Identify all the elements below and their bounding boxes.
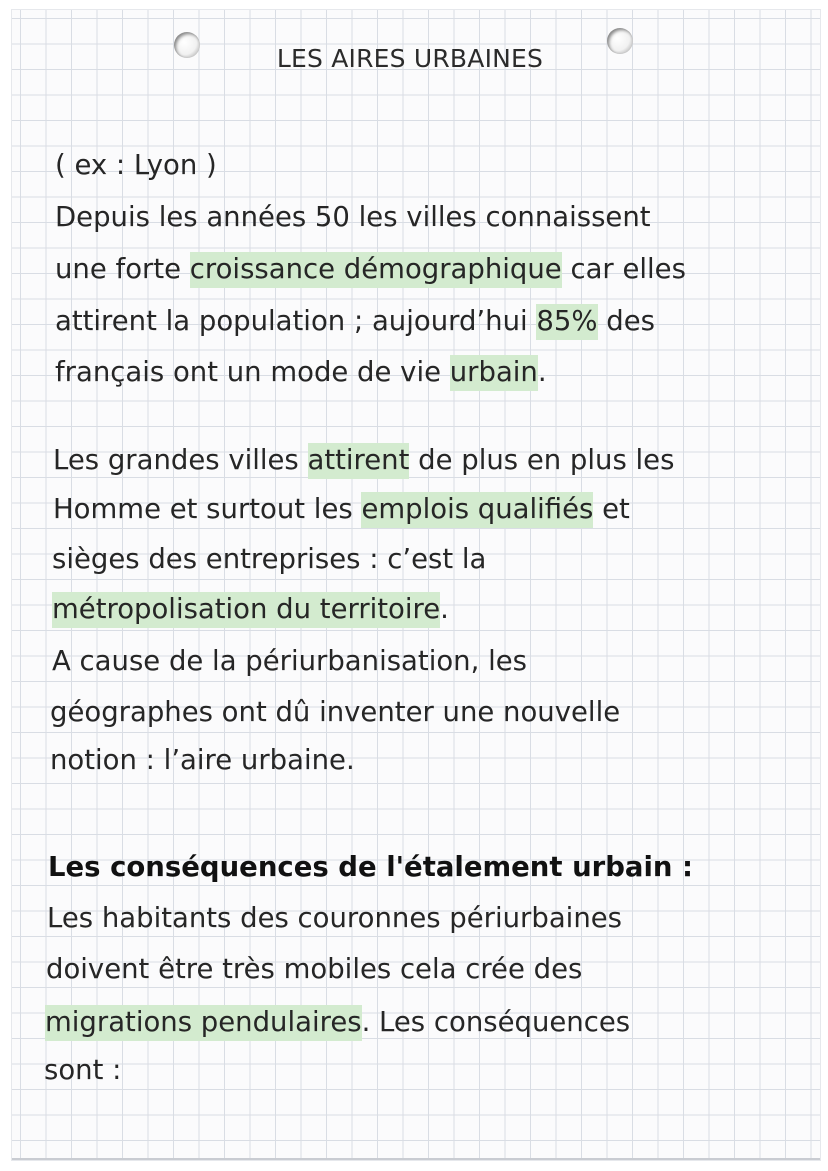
paragraph2-line6: géographes ont dû inventer une nouvelle <box>50 696 621 728</box>
section-line1: Les habitants des couronnes périurbaines <box>47 902 622 934</box>
highlight-emplois-qualifies: emplois qualifiés <box>361 492 593 528</box>
section-heading: Les conséquences de l'étalement urbain : <box>48 851 694 883</box>
highlight-urbain: urbain <box>450 355 538 391</box>
paragraph2-line3: sièges des entreprises : c’est la <box>52 543 487 575</box>
page-title: LES AIRES URBAINES <box>276 44 544 73</box>
highlight-metropolisation: métropolisation du territoire <box>52 592 440 628</box>
highlight-migrations-pendulaires: migrations pendulaires <box>45 1005 362 1041</box>
paragraph2-line5: A cause de la périurbanisation, les <box>52 645 527 677</box>
example-note: ( ex : Lyon ) <box>55 149 217 181</box>
highlight-croissance: croissance démographique <box>190 252 562 288</box>
paragraph1-line4: attirent la population ; aujourd’hui 85% des <box>55 306 655 336</box>
paragraph1-line2: Depuis les années 50 les villes connaissent <box>55 201 651 233</box>
paragraph2-line1: Les grandes villes attirent de plus en plus les <box>53 445 674 475</box>
section-line3: migrations pendulaires. Les conséquences <box>45 1007 630 1037</box>
grid-paper-sheet <box>12 10 820 1160</box>
highlight-attirent: attirent <box>308 443 410 479</box>
paragraph2-line7: notion : l’aire urbaine. <box>50 744 355 776</box>
highlight-85-percent: 85% <box>536 304 597 340</box>
paragraph2-line4: métropolisation du territoire. <box>52 594 449 624</box>
paragraph2-line2: Homme et surtout les emplois qualifiés et <box>53 494 630 524</box>
section-line4: sont : <box>44 1054 122 1086</box>
section-line2: doivent être très mobiles cela crée des <box>46 953 583 985</box>
paragraph1-line5: français ont un mode de vie urbain. <box>55 357 547 387</box>
paragraph1-line3: une forte croissance démographique car elles <box>55 254 686 284</box>
